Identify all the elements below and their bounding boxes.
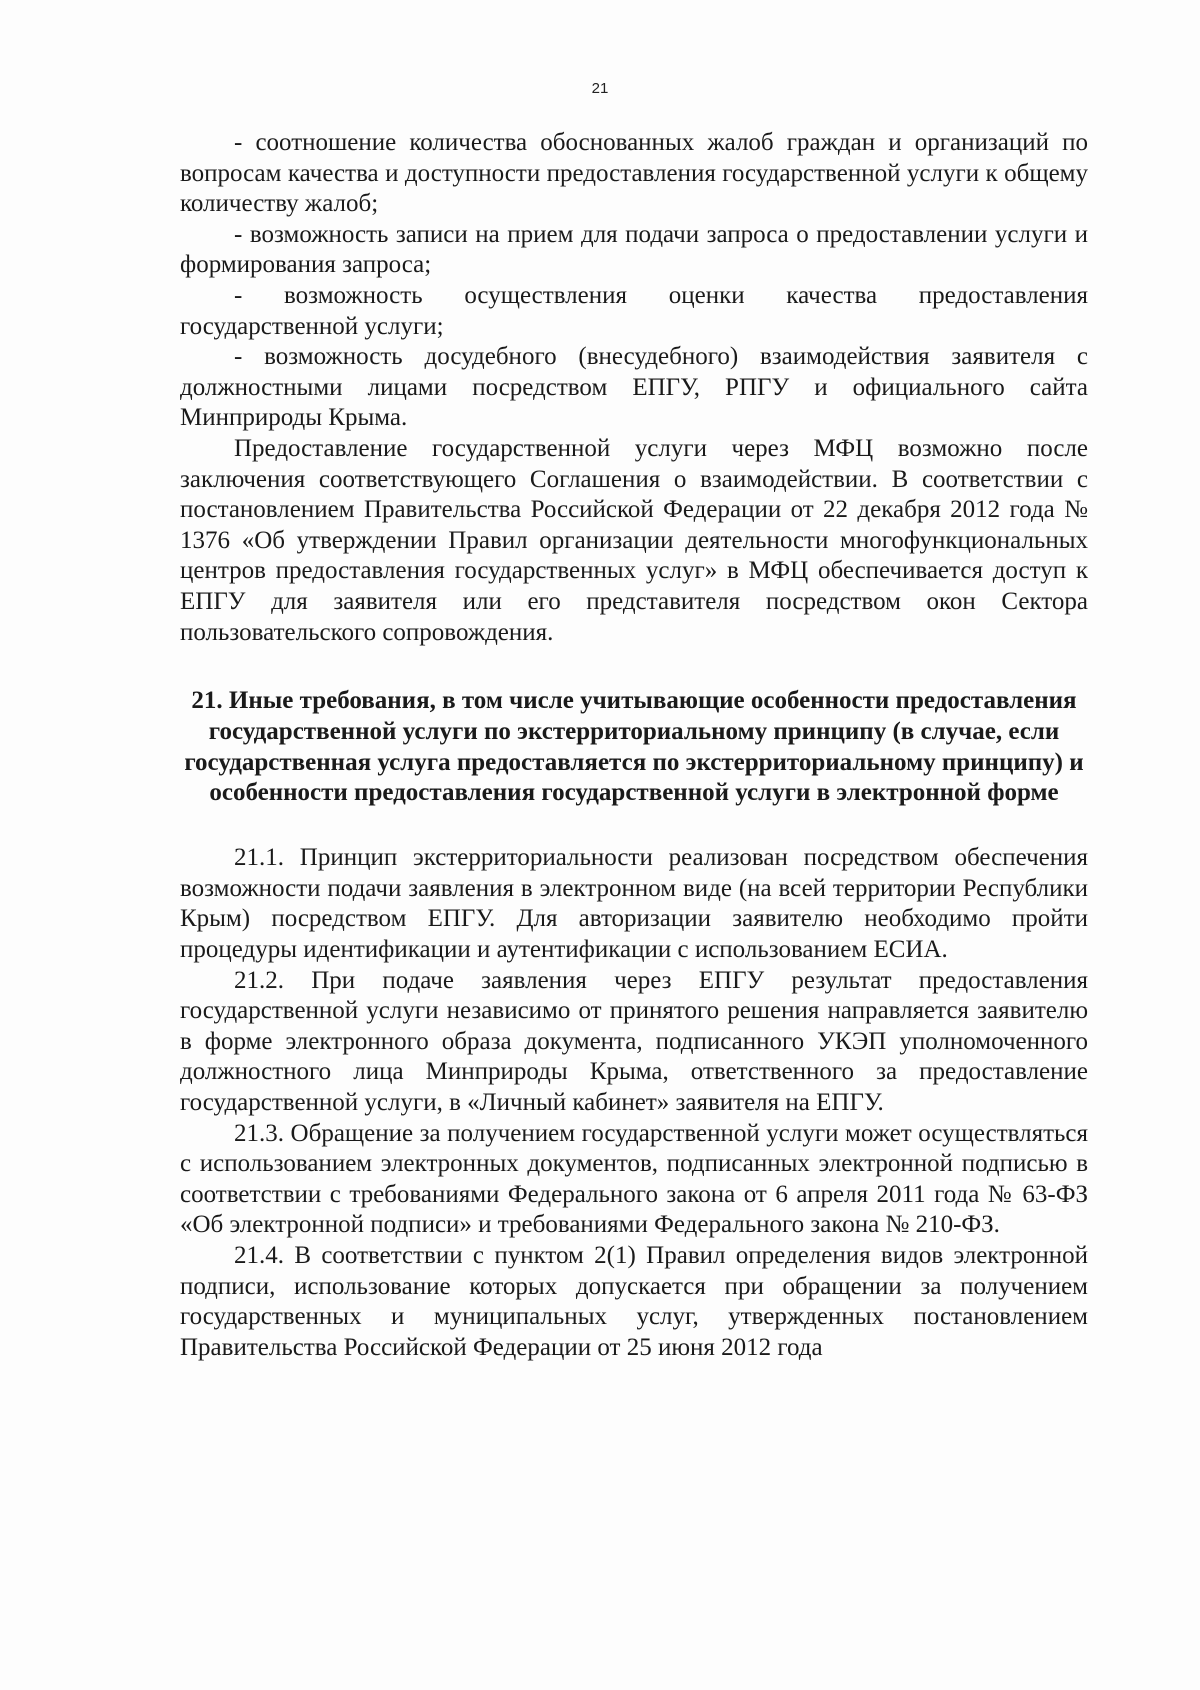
- section-heading: 21. Иные требования, в том числе учитывающие особенности предоставления государственной услуги по экстерриториальному принципу (в случае, если государственная услуга предоставляется по экстерриториальному принципу) и особенности предоставления государственной услуги в электронной форме: [184, 687, 1084, 807]
- paragraph-21-3: 21.3. Обращение за получением государственной услуги может осуществляться с использованием электронных документов, подписанных электронной подписью в соответствии с требованиями Федерального закона от 6 апреля 2011 года № 63-ФЗ «Об электронной подписи» и требованиями Федерального закона № 210-ФЗ.: [180, 1119, 1088, 1239]
- paragraph-pretrial-interaction: - возможность досудебного (внесудебного) взаимодействия заявителя с должностными лицами посредством ЕПГУ, РПГУ и официального сайта Минприроды Крыма.: [180, 343, 1088, 432]
- paragraph-appointment: - возможность записи на прием для подачи запроса о предоставлении услуги и формирования запроса;: [180, 220, 1088, 279]
- paragraph-21-2: 21.2. При подаче заявления через ЕПГУ результат предоставления государственной услуги независимо от принятого решения направляется заявителю в форме электронного образа документа, подписанного УКЭП уполномоченного должностного лица Минприроды Крыма, ответственного за предоставление государственной услуги, в «Личный кабинет» заявителя на ЕПГУ.: [180, 966, 1088, 1117]
- document-body: [180, 128, 1088, 1363]
- paragraph-quality-assessment: - возможность осуществления оценки качества предоставления государственной услуги;: [180, 281, 1088, 340]
- paragraph-21-4: 21.4. В соответствии с пунктом 2(1) Правил определения видов электронной подписи, использование которых допускается при обращении за получением государственных и муниципальных услуг, утвержденных постановлением Правительства Российской Федерации от 25 июня 2012 года: [180, 1242, 1088, 1361]
- page-number: 21: [591, 80, 609, 97]
- paragraph-mfc-provision: Предоставление государственной услуги через МФЦ возможно после заключения соответствующего Соглашения о взаимодействии. В соответствии с постановлением Правительства Российской Федерации от 22 декабря 2012 года № 1376 «Об утверждении Правил организации деятельности многофункциональных центров предоставления государственных услуг» в МФЦ обеспечивается доступ к ЕПГУ для заявителя или его представителя посредством окон Сектора пользовательского сопровождения.: [180, 434, 1088, 646]
- paragraph-21-1: 21.1. Принцип экстерриториальности реализован посредством обеспечения возможности подачи заявления в электронном виде (на всей территории Республики Крым) посредством ЕПГУ. Для авторизации заявителю необходимо пройти процедуры идентификации и аутентификации с использованием ЕСИА.: [180, 844, 1088, 964]
- paragraph-complaints-ratio: - соотношение количества обоснованных жалоб граждан и организаций по вопросам качества и доступности предоставления государственной услуги к общему количеству жалоб;: [180, 129, 1088, 218]
